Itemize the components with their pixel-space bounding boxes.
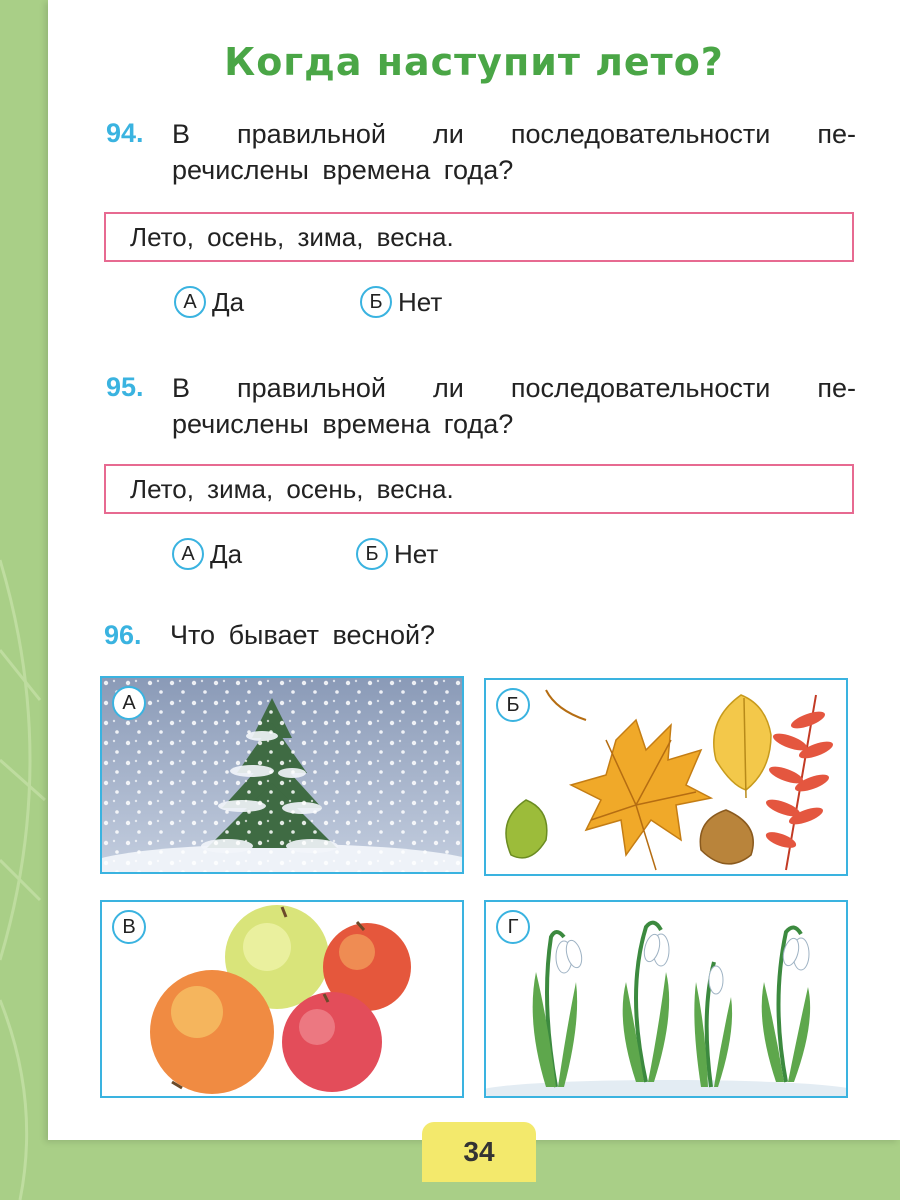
question-95-option-a[interactable] — [172, 538, 242, 570]
autumn-leaves-illustration — [486, 680, 848, 876]
picture-letter-circle: Б — [496, 688, 530, 722]
question-96-text: Что бывает весной? — [170, 620, 436, 650]
question-95-word: правильной — [237, 373, 386, 403]
option-letter-circle: А — [174, 286, 206, 318]
snowdrops-illustration — [486, 902, 848, 1098]
picture-a-snowy-fir[interactable] — [100, 676, 464, 874]
snowy-fir-illustration — [102, 678, 464, 874]
question-94-option-a[interactable] — [174, 286, 244, 318]
page-number: 34 — [422, 1122, 536, 1182]
option-letter-circle: Б — [356, 538, 388, 570]
question-94-word: В — [172, 119, 191, 149]
picture-v-apples[interactable] — [100, 900, 464, 1098]
question-94-option-b[interactable] — [360, 286, 442, 318]
option-label: Нет — [398, 286, 443, 317]
option-label: Да — [210, 538, 243, 569]
picture-b-autumn-leaves[interactable] — [484, 678, 848, 876]
question-95-option-b[interactable] — [356, 538, 438, 570]
question-95-word: В — [172, 373, 191, 403]
picture-letter-circle: В — [112, 910, 146, 944]
question-95-word: ли — [433, 373, 464, 403]
option-label: Нет — [394, 538, 439, 569]
apples-illustration — [102, 902, 464, 1098]
question-95-number: 95. — [106, 372, 144, 402]
question-94-number: 94. — [106, 118, 144, 148]
question-94-word: последовательности — [510, 119, 771, 149]
question-94-word: пе- — [817, 119, 856, 149]
option-label: Да — [212, 286, 245, 317]
picture-g-snowdrops[interactable] — [484, 900, 848, 1098]
picture-letter-circle: А — [112, 686, 146, 720]
question-95-word: последовательности — [510, 373, 771, 403]
question-94-text — [172, 116, 856, 188]
question-94-word: правильной — [237, 119, 386, 149]
question-95-text — [172, 370, 856, 442]
option-letter-circle: Б — [360, 286, 392, 318]
question-95-word: пе- — [817, 373, 856, 403]
question-94-line2: речислены времена года? — [172, 155, 514, 185]
question-96-number: 96. — [104, 620, 142, 650]
question-94-word: ли — [433, 119, 464, 149]
textbook-page — [48, 0, 900, 1140]
page-title: Когда наступит лето? — [224, 40, 724, 84]
question-94-statement: Лето, осень, зима, весна. — [104, 212, 854, 262]
question-95-statement: Лето, зима, осень, весна. — [104, 464, 854, 514]
picture-letter-circle: Г — [496, 910, 530, 944]
option-letter-circle: А — [172, 538, 204, 570]
question-95-line2: речислены времена года? — [172, 409, 514, 439]
